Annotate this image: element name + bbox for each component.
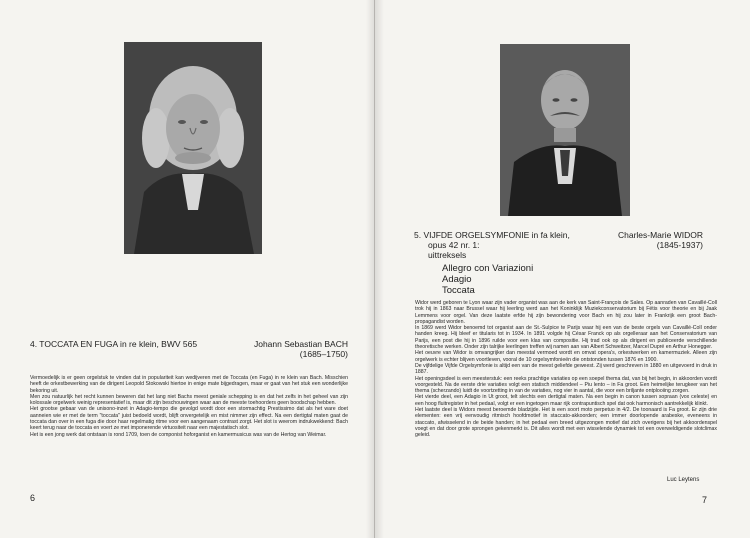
paragraph: Men zou natuurlijk het recht kunnen beweren dat het lang niet Bachs meest geniale schepping is en dat het zelfs in het geheel van zijn kolossale orgelwerk weinig representatief is, maar dit zijn beschouwingen waar aan de meeste toehoorders geen boodschap hebben.	[30, 393, 348, 407]
paragraph: Het laatste deel is Widors meest beroemde bladzijde. Het is een soort moto perpetuo in 4/2. De toonaard is Fa groot. Er zijn drie elementen: een vrij eenvoudig ritmisch hoofdmotief in staccato-akkoorden; een immer doorlopende arabeske, eveneens in staccato, afwisselend in de beide handen; in het pedaal een breed uitgezongen motief dat zich overigens bij het akkoordenspel voegt en dat door grote sprongen gekenmerkt is. Dit alles wordt met een wisselende dynamiek tot een overweldigende slotclimax geleid.	[415, 407, 717, 439]
work-title-line: uittreksels	[428, 250, 467, 260]
work-title: 4. TOCCATA EN FUGA in re klein, BWV 565	[30, 339, 198, 349]
movements-list	[442, 263, 533, 296]
author-signature: Luc Leytens	[667, 477, 700, 483]
composer-name: Johann Sebastian BACH	[253, 339, 348, 349]
book-gutter	[366, 0, 384, 538]
composer-dates: (1685–1750)	[299, 349, 348, 359]
left-body-text	[30, 375, 348, 438]
paragraph: Het openingsdeel is een meesterstuk: een reeks prachtige variaties op een soepel thema dat, van bij het begin, in akkoorden wordt voorgesteld. Na de eerste drie variaties volgt een statisch middendeel – Piu lento – in Fa groot. Een heimelijke terugkeer van het thema (scherzando) luidt de voortzetting in van de variaties, nog vier in aantal, die voor een briljante ontplooiing zorgen.	[415, 375, 717, 395]
movement-item: Adagio	[442, 274, 472, 285]
right-body-text	[415, 300, 717, 439]
paragraph: Het oeuvre van Widor is omvangrijker dan meestal vermoed wordt en omvat opera's, orkestwerken en kamermuziek. Alleen zijn orgelwerk is echter blijven voortleven, vooral de 10 orgelsymfonieën die ontstonden tussen 1876 en 1900.	[415, 350, 717, 363]
paragraph: In 1869 werd Widor benoemd tot organist aan de St.-Sulpice te Parijs waar hij een van de beste orgels van Cavaillé-Coll onder handen kreeg. Hij bleef er titularis tot in 1934. In 1891 volgde hij César Franck op als orgelleraar aan het Conservatorium van Parijs, een post die hij in 1896 ruilde voor een klas van compositie. Hij trad ook op als dirigent en publiceerde verschillende theoretische werken. Onder zijn talrijke leerlingen treffen wij namen aan van Albert Schweitzer, Marcel Dupré en Arthur Honegger.	[415, 325, 717, 351]
work-title-line: 5. VIJFDE ORGELSYMFONIE in fa klein,	[414, 230, 570, 240]
paragraph: Het grootse gebaar van de unisono-inzet in Adagio-tempo die gevolgd wordt door een stormachtig Prestissimo dat als het ware doet aanneien wie er met de term "toccata" juist bedoeld wordt, blijft onvergetelijk en mist nimmer zijn effect. Na een dertigtal maten gaat de toccata dan over in een fuga die door haar regelmatig ritme voor een aangenaam contrast zorgt. Het slot is weerom indrukwekkend: Bach keert terug naar de toccata en voert ze met imponerende virtuositeit naar een majestatisch slot.	[30, 406, 348, 432]
right-page	[375, 0, 750, 538]
paragraph: Widor werd geboren te Lyon waar zijn vader organist was aan de kerk van Saint-François de Sales. Op aanraden van Cavaillé-Coll trok hij in 1863 naar Brussel waar hij leerling werd aan het Koninklijk Muziekconservatorium bij Fétis voor theorie en bij Jaak Lemmens voor orgel. Van deze laatste erfde hij zijn bewondering voor Bach en hij zou later in Frankrijk een groot Bach-propagandist worden.	[415, 300, 717, 325]
movement-item: Toccata	[442, 285, 475, 296]
bach-portrait	[124, 42, 262, 254]
page-number: 7	[702, 495, 708, 505]
movement-item: Allegro con Variazioni	[442, 263, 534, 274]
paragraph: Het is een jong werk dat ontstaan is rond 1709, toen de componist hoforganist en kamermusicus was van de Hertog van Weimar.	[30, 431, 327, 438]
page-number: 6	[30, 493, 36, 503]
widor-portrait	[500, 44, 630, 216]
composer	[575, 230, 703, 250]
composer	[200, 339, 348, 359]
work-title-line: opus 42 nr. 1:	[428, 240, 480, 250]
paragraph: Het vierde deel, een Adagio in Ut groot, telt slechts een dertigtal maten. Na een begin in canon tussen sopraan (vox celeste) en een hoog fluitregister in het pedaal, volgt er een ingetogen maar rijk contrapuntisch spel dat ook harmonisch aantrekkelijk klinkt.	[415, 394, 717, 407]
composer-dates: (1845-1937)	[656, 240, 703, 250]
composer-name: Charles-Marie WIDOR	[617, 230, 703, 240]
paragraph: Vermoedelijk is er geen orgelstuk te vinden dat in populariteit kan wedijveren met de Toccata (en Fuga) in re klein van Bach. Misschien heeft de orkestbewerking van de dirigent Leopold Stokowski hiertoe in enige mate bijgedragen, maar er gaat van het stuk een wonderlijke bekoring uit.	[30, 375, 348, 394]
paragraph: De vijfdelige Vijfde Orgelsymfonie is altijd een van de meest geliefde geweest. Zij werd geschreven in 1880 en uitgevoerd in druk in 1887.	[415, 362, 717, 376]
